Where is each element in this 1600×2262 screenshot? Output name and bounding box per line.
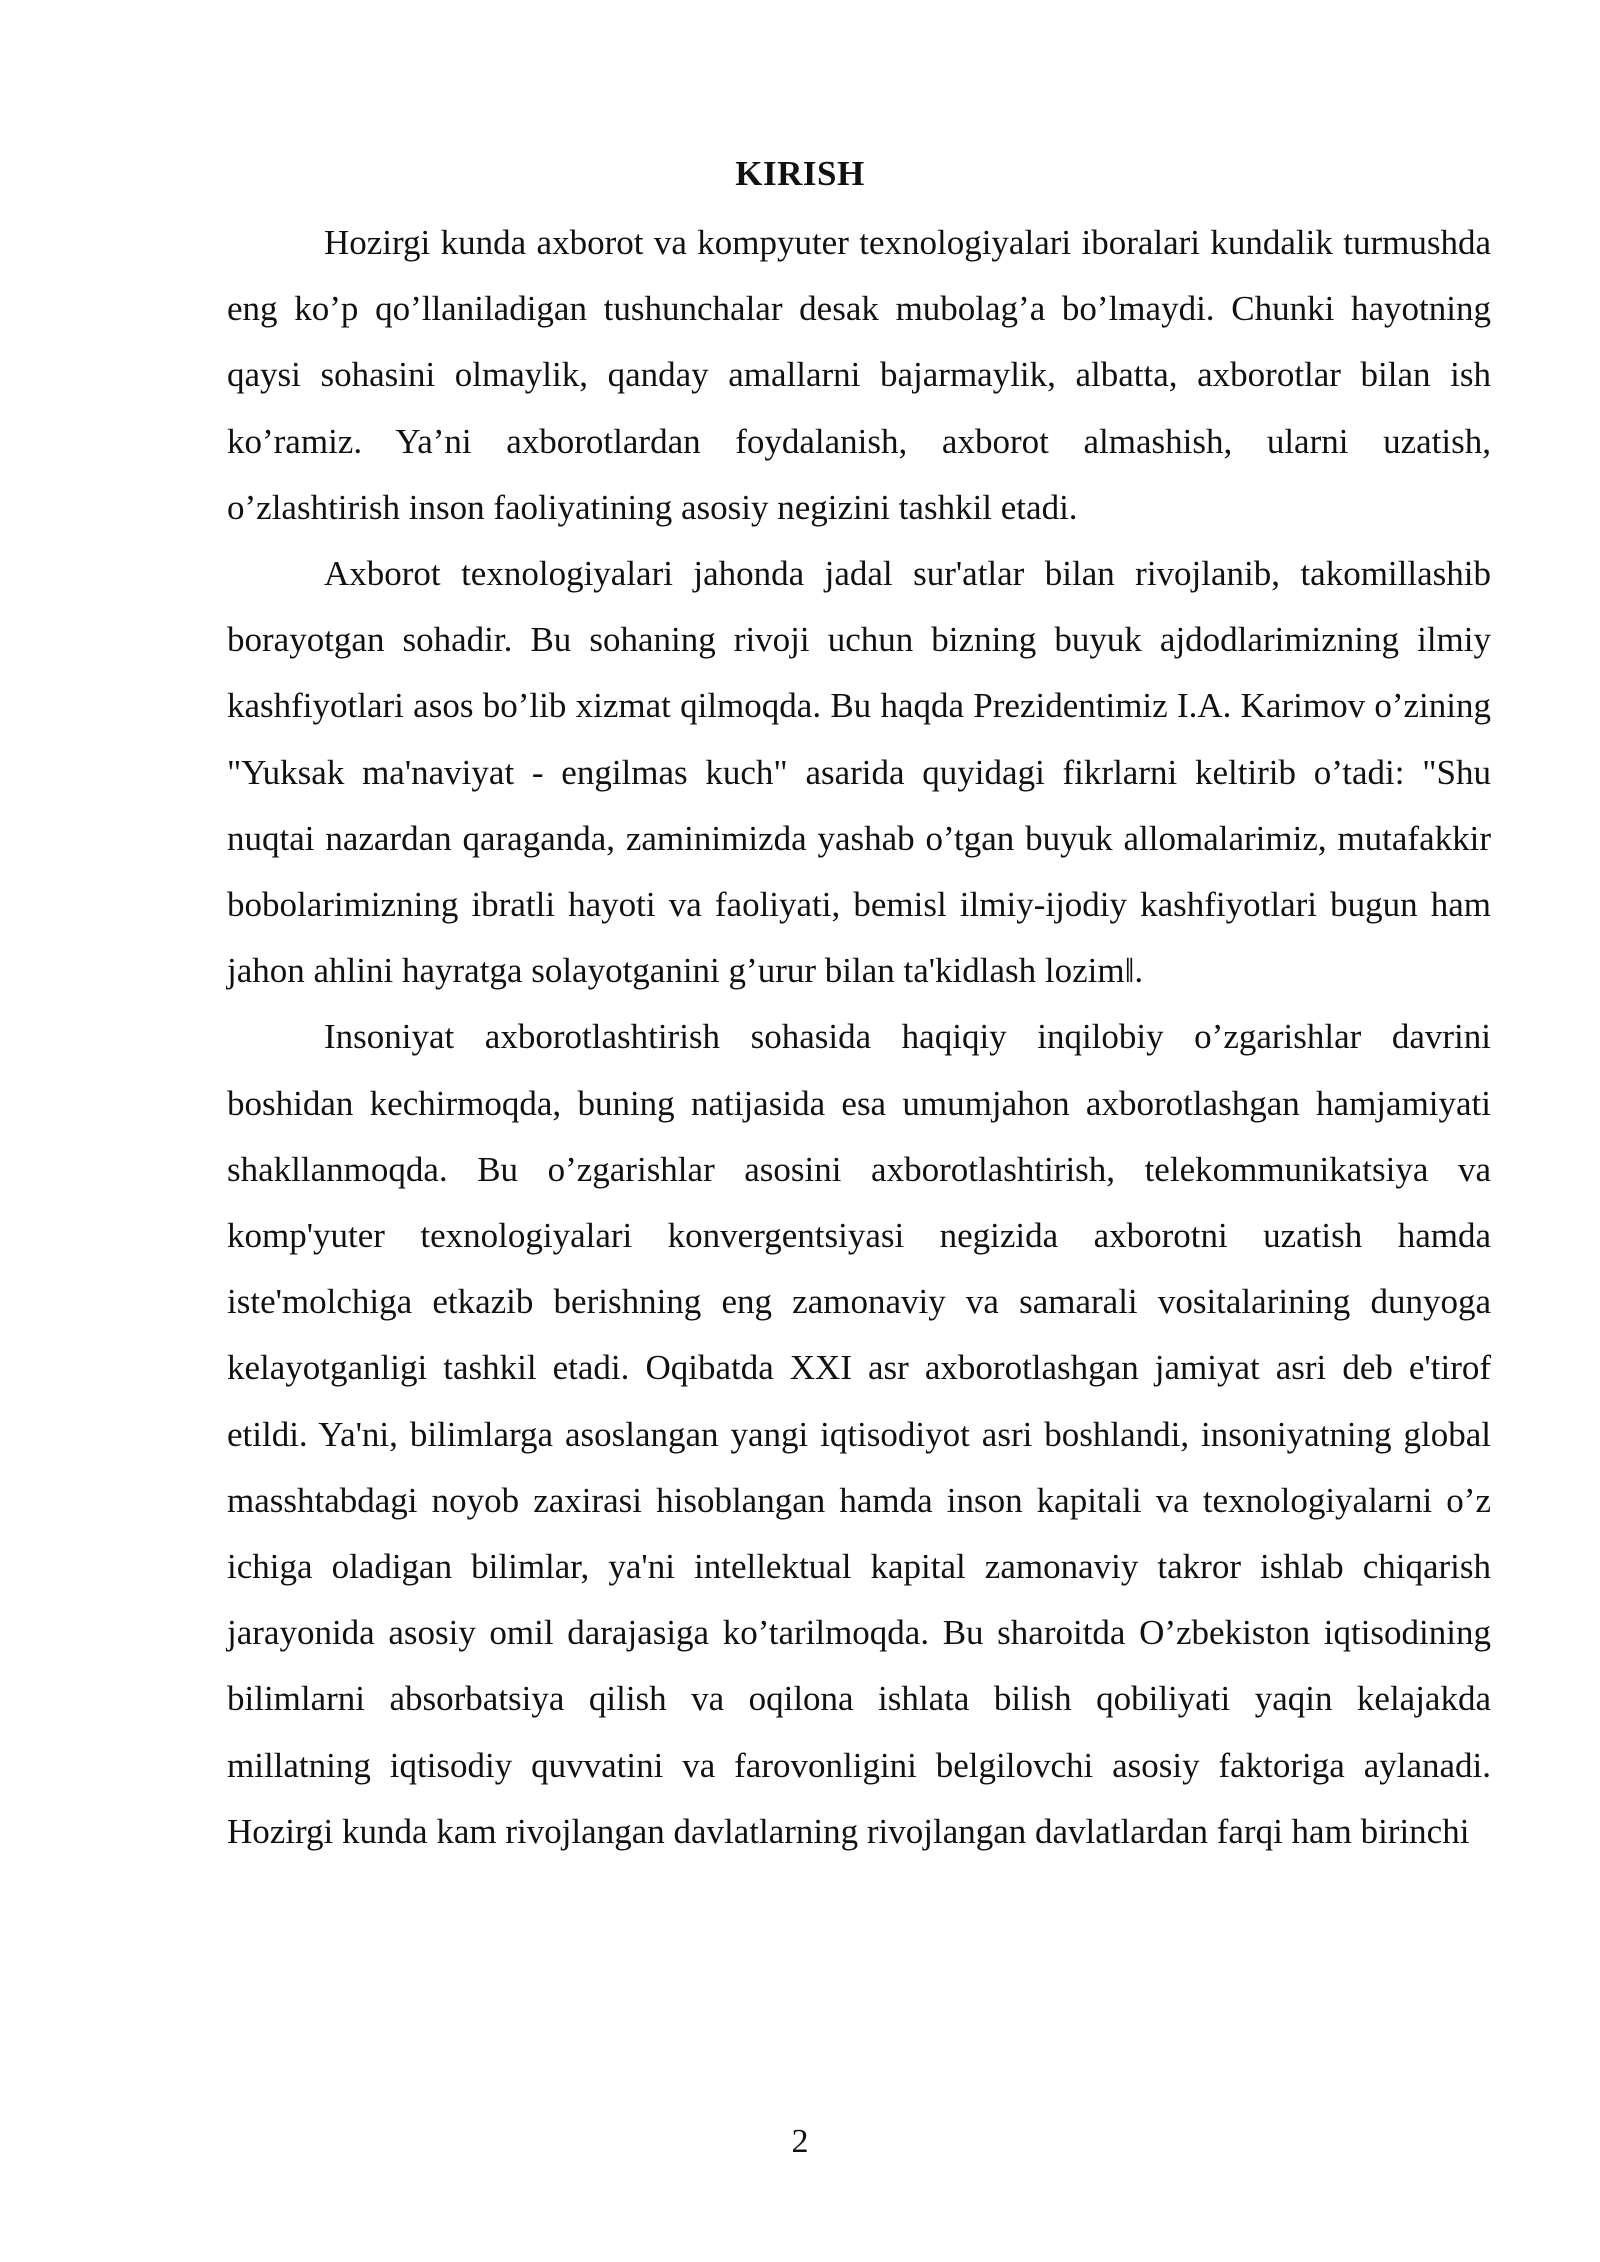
- body-text: [227, 210, 1491, 1865]
- page-number: 2: [791, 2123, 809, 2160]
- section-heading: KIRISH: [735, 154, 865, 193]
- paragraph-3: Insoniyat axborotlashtirish sohasida haqiqiy inqilobiy o’zgarishlar davrini boshidan kechirmoqda, buning natijasida esa umumjahon axborotlashgan hamjamiyati shakllanmoqda. Bu o’zgarishlar asosini axborotlashtirish, telekommunikatsiya va komp'yuter texnologiyalari konvergentsiyasi negizida axborotni uzatish hamda iste'molchiga etkazib berishning eng zamonaviy va samarali vositalarining dunyoga kelayotganligi tashkil etadi. Oqibatda XXI asr axborotlashgan jamiyat asri deb e'tirof etildi. Ya'ni, bilimlarga asoslangan yangi iqtisodiyot asri boshlandi, insoniyatning global masshtabdagi noyob zaxirasi hisoblangan hamda inson kapitali va texnologiyalarni o’z ichiga oladigan bilimlar, ya'ni intellektual kapital zamonaviy takror ishlab chiqarish jarayonida asosiy omil darajasiga ko’tarilmoqda. Bu sharoitda O’zbekiston iqtisodining bilimlarni absorbatsiya qilish va oqilona ishlata bilish qobiliyati yaqin kelajakda millatning iqtisodiy quvvatini va farovonligini belgilovchi asosiy faktoriga aylanadi. Hozirgi kunda kam rivojlangan davlatlarning rivojlangan davlatlardan farqi ham birinchi: [227, 1017, 1491, 1851]
- paragraph-2: Axborot texnologiyalari jahonda jadal sur'atlar bilan rivojlanib, takomillashib borayotgan sohadir. Bu sohaning rivoji uchun bizning buyuk ajdodlarimizning ilmiy kashfiyotlari asos bo’lib xizmat qilmoqda. Bu haqda Prezidentimiz I.A. Karimov o’zining "Yuksak ma'naviyat - engilmas kuch" asarida quyidagi fikrlarni keltirib o’tadi: "Shu nuqtai nazardan qaraganda, zaminimizda yashab o’tgan buyuk allomalarimiz, mutafakkir bobolarimizning ibratli hayoti va faoliyati, bemisl ilmiy-ijodiy kashfiyotlari bugun ham jahon ahlini hayratga solayotganini g’urur bilan ta'kidlash lozim‖.: [227, 554, 1491, 991]
- paragraph-1: Hozirgi kunda axborot va kompyuter texnologiyalari iboralari kundalik turmushda eng ko’p qo’llaniladigan tushunchalar desak mubolag’a bo’lmaydi. Chunki hayotning qaysi sohasini olmaylik, qanday amallarni bajarmaylik, albatta, axborotlar bilan ish ko’ramiz. Ya’ni axborotlardan foydalanish, axborot almashish, ularni uzatish, o’zlashtirish inson faoliyatining asosiy negizini tashkil etadi.: [227, 223, 1491, 527]
